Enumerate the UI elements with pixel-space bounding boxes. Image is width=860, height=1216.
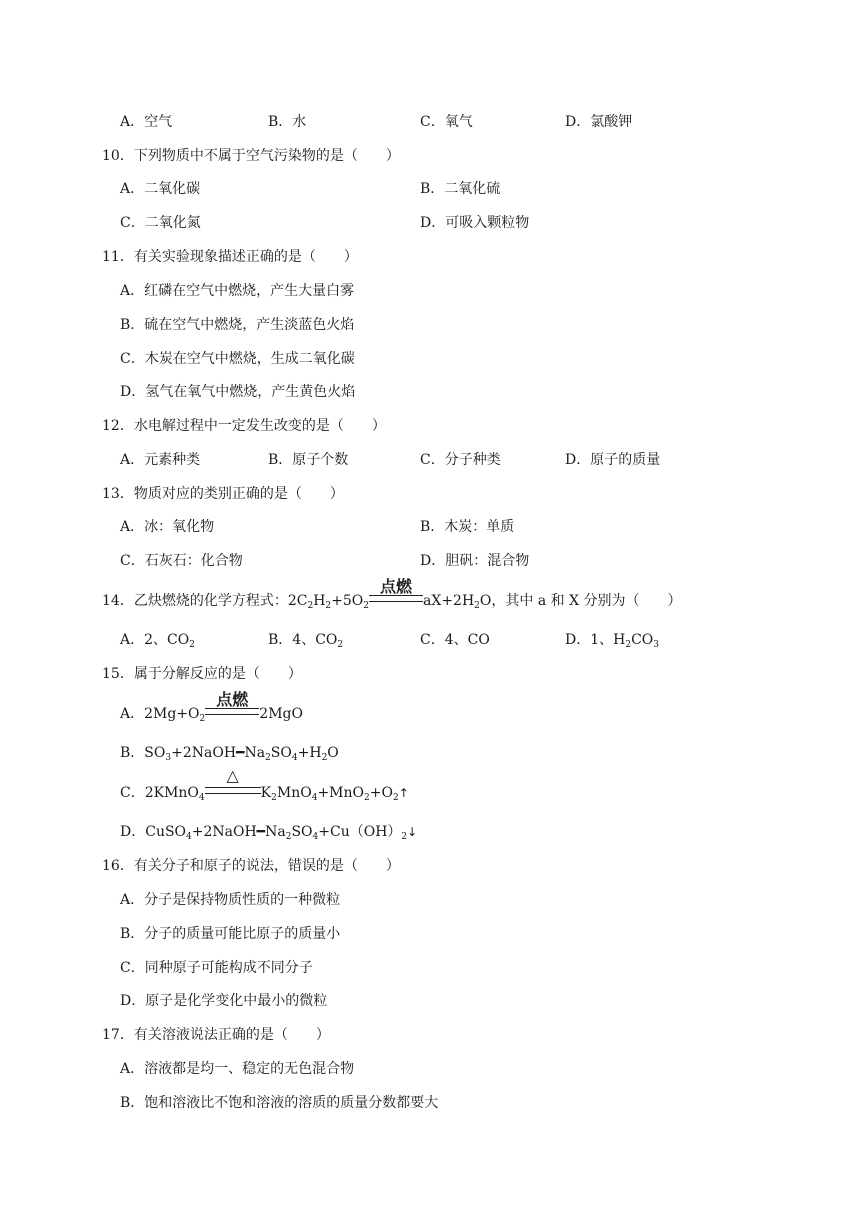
q14-option-a: A．2、$CO_2$ bbox=[120, 632, 195, 650]
q15-option-a: A．$2Mg+O_2$ 点燃 2MgO bbox=[120, 690, 303, 724]
q16-stem: 16．有关分子和原子的说法，错误的是（ ） bbox=[102, 858, 400, 874]
q12-option-d: D．原子的质量 bbox=[565, 452, 661, 468]
q11-option-a: A．红磷在空气中燃烧，产生大量白雾 bbox=[120, 283, 355, 299]
q13-option-c: C．石灰石：化合物 bbox=[120, 553, 243, 569]
q9-option-c: C．氧气 bbox=[420, 114, 473, 130]
q12-option-c: C．分子种类 bbox=[420, 452, 501, 468]
q11-option-d: D．氢气在氧气中燃烧，产生黄色火焰 bbox=[120, 384, 356, 400]
q14-products: $aX+2H_2O$ bbox=[423, 593, 492, 611]
q10-option-d: D．可吸入颗粒物 bbox=[420, 215, 530, 231]
q12-option-a: A．元素种类 bbox=[120, 452, 201, 468]
q16-option-c: C．同种原子可能构成不同分子 bbox=[120, 960, 313, 976]
q15-option-c: C．2KMnO$_4$ △ $K_2MnO_4+MnO_2+O_2↑$ bbox=[120, 766, 409, 803]
q13-option-b: B．木炭：单质 bbox=[420, 519, 515, 535]
q16-option-d: D．原子是化学变化中最小的微粒 bbox=[120, 993, 328, 1009]
q14-option-b: B．4、$CO_2$ bbox=[268, 632, 344, 650]
q15-stem: 15．属于分解反应的是（ ） bbox=[102, 666, 302, 682]
q10-option-b: B．二氧化硫 bbox=[420, 181, 501, 197]
q10-option-a: A．二氧化碳 bbox=[120, 181, 201, 197]
q11-option-c: C．木炭在空气中燃烧，生成二氧化碳 bbox=[120, 351, 355, 367]
q14-stem bbox=[102, 577, 682, 611]
q14-condition-label: 点燃 bbox=[379, 577, 412, 596]
q16-option-b: B．分子的质量可能比原子的质量小 bbox=[120, 926, 341, 942]
q15-a-condition: 点燃 bbox=[205, 706, 259, 722]
q14-reactants: $2C_2H_2+5O_2$ bbox=[287, 593, 369, 611]
q15-c-condition: △ bbox=[205, 785, 261, 801]
q11-option-b: B．硫在空气中燃烧，产生淡蓝色火焰 bbox=[120, 317, 355, 333]
q15-option-d: D．$CuSO_4+2NaOH━Na_2SO_4+Cu(OH)_2↓$ bbox=[120, 824, 418, 842]
q17-option-a: A．溶液都是均一、稳定的无色混合物 bbox=[120, 1061, 355, 1077]
q14-option-d: D．1、$H_2CO_3$ bbox=[565, 632, 660, 650]
q13-option-d: D．胆矾：混合物 bbox=[420, 553, 530, 569]
q9-option-a: A．空气 bbox=[120, 114, 173, 130]
q10-stem: 10．下列物质中不属于空气污染物的是（ ） bbox=[102, 148, 400, 164]
q14-condition bbox=[369, 577, 423, 609]
q13-stem: 13．物质对应的类别正确的是（ ） bbox=[102, 486, 344, 502]
q14-suffix: ，其中 a 和 X 分别为（ ） bbox=[491, 593, 682, 609]
q11-stem: 11．有关实验现象描述正确的是（ ） bbox=[102, 249, 358, 265]
q9-option-b: B．水 bbox=[268, 114, 307, 130]
q16-option-a: A．分子是保持物质性质的一种微粒 bbox=[120, 892, 341, 908]
q17-stem: 17．有关溶液说法正确的是（ ） bbox=[102, 1027, 330, 1043]
q10-option-c: C．二氧化氮 bbox=[120, 215, 201, 231]
q14-option-c: C．4、CO bbox=[420, 632, 490, 648]
q12-option-b: B．原子个数 bbox=[268, 452, 349, 468]
q13-option-a: A．冰：氧化物 bbox=[120, 519, 215, 535]
q14-prefix: 14．乙炔燃烧的化学方程式： bbox=[102, 593, 288, 609]
q9-option-d: D．氯酸钾 bbox=[565, 114, 633, 130]
q17-option-b: B．饱和溶液比不饱和溶液的溶质的质量分数都要大 bbox=[120, 1095, 439, 1111]
q15-option-b: B．$SO_3+2NaOH━Na_2SO_4+H_2O$ bbox=[120, 745, 339, 763]
q12-stem: 12．水电解过程中一定发生改变的是（ ） bbox=[102, 418, 386, 434]
